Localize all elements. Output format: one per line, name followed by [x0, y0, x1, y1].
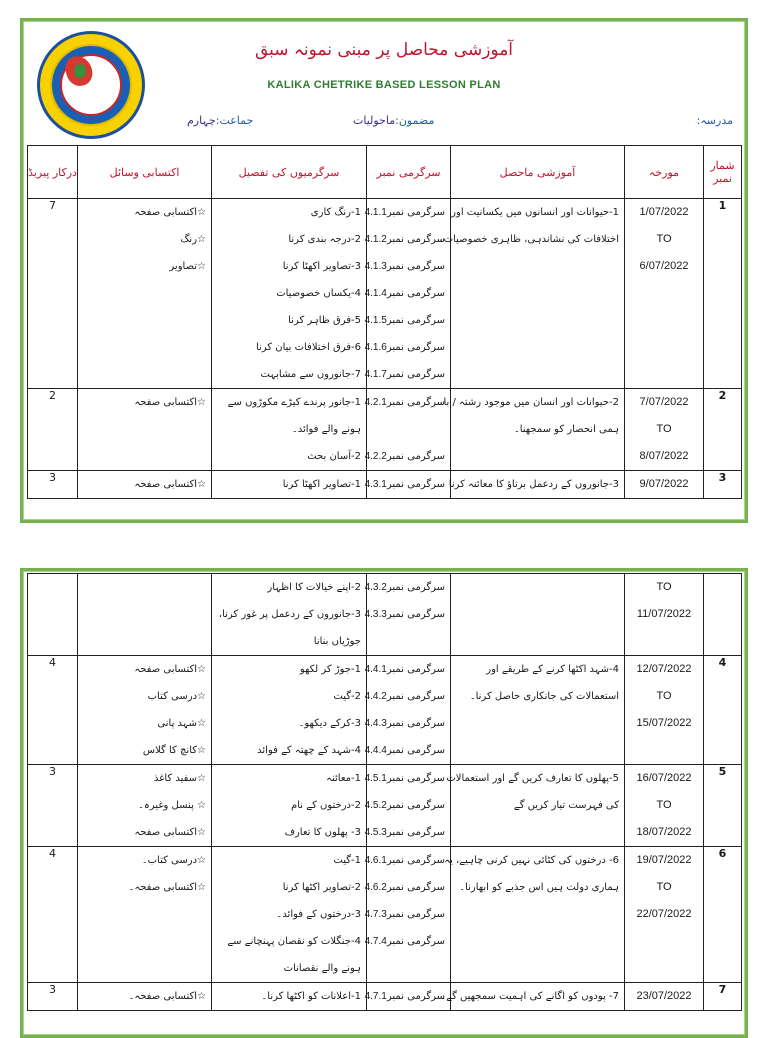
activity-number-item — [364, 683, 450, 710]
activity-detail-item: 4-یکساں خصوصیات — [276, 288, 361, 299]
activity-label: سرگرمی نمبر — [386, 315, 445, 326]
header-learning-outcome: آموزشی ماحصل — [451, 146, 625, 199]
activity-number-cell — [364, 389, 451, 471]
header-periods: درکار پیریڈ — [28, 146, 78, 199]
activity-number-cell — [364, 656, 451, 765]
table-row — [28, 389, 742, 471]
activity-number-item — [364, 307, 450, 334]
date-cell — [625, 656, 704, 765]
activity-code: 4.4.2 — [364, 691, 387, 702]
activity-detail-item: 4-جنگلات کو نقصان پہنچانے سے — [227, 936, 361, 947]
activity-code: 4.1.5 — [364, 315, 387, 326]
activity-detail-item: 1-تصاویر اکھٹا کرنا — [282, 479, 361, 490]
date-line: 22/07/2022 — [636, 908, 692, 920]
activity-number-item — [364, 280, 450, 307]
date-cell — [625, 847, 704, 983]
resource-item: ☆درسی کتاب۔ — [141, 855, 206, 866]
learning-outcome-line: اختلافات کی نشاندہی، ظاہری خصوصیات۔ — [437, 234, 619, 245]
activity-label: سرگرمی نمبر — [386, 582, 445, 593]
learning-outcome-line: 4-شہد اکٹھا کرنے کے طریقے اور — [486, 664, 619, 675]
header-serial-number: شمار نمبر — [704, 146, 742, 199]
header-activity-number: سرگرمی نمبر — [367, 146, 451, 199]
activity-label: سرگرمی نمبر — [386, 288, 445, 299]
activity-number-item — [367, 416, 450, 443]
resource-item: ☆اکتسابی صفحہ — [134, 397, 206, 408]
school-field — [697, 114, 733, 127]
periods-cell: 3 — [28, 983, 78, 1011]
learning-outcome-line: 5-پھلوں کا تعارف کریں گے اور استعمالات — [446, 773, 619, 784]
lesson-plan-page-1 — [20, 18, 748, 523]
activity-code: 4.7.3 — [364, 909, 387, 920]
activity-detail-item: 6-فرق اختلافات بیان کرنا — [255, 342, 361, 353]
date-line: TO — [656, 423, 672, 435]
date-line: TO — [656, 233, 672, 245]
serial-number-cell: 5 — [704, 765, 742, 847]
resource-item: ☆کانچ کا گلاس — [142, 745, 206, 756]
resource-item: ☆درسی کتاب — [147, 691, 206, 702]
activity-label: سرگرمی نمبر — [386, 827, 445, 838]
activity-label: سرگرمی نمبر — [386, 800, 445, 811]
activity-detail-item: 1-اعلانات کو اکٹھا کرنا۔ — [261, 991, 361, 1002]
activity-detail-item: 2-درختوں کے نام — [291, 800, 361, 811]
activity-detail-item: ہونے والے نقصانات — [283, 963, 361, 974]
learning-outcome-cell — [446, 765, 625, 847]
resources-cell — [78, 471, 212, 499]
activity-code: 4.1.4 — [364, 288, 387, 299]
activity-number-item — [364, 901, 450, 928]
activity-detail-item: 1-جانور پرندے کیڑے مکوڑوں سے — [227, 397, 361, 408]
serial-number-cell: 1 — [704, 199, 742, 389]
activity-label: سرگرمی نمبر — [386, 369, 445, 380]
table-row — [28, 983, 742, 1011]
activity-number-item — [364, 928, 450, 955]
activity-detail-item: 3- پھلوں کا تعارف — [284, 827, 361, 838]
learning-outcome-line: استعمالات کی جانکاری حاصل کرنا۔ — [469, 691, 619, 702]
resources-cell — [78, 656, 212, 765]
activity-number-item — [364, 710, 450, 737]
activity-label: سرگرمی نمبر — [386, 909, 445, 920]
learning-outcome-cell — [451, 656, 625, 765]
activity-number-item — [364, 874, 450, 901]
activity-number-item — [364, 253, 450, 280]
date-line: 19/07/2022 — [636, 854, 692, 866]
activity-detail-item: 1-معائنہ — [326, 773, 361, 784]
table-body — [28, 574, 742, 1011]
activity-details-cell — [212, 983, 367, 1011]
learning-outcome-line: 7- پودوں کو اگانے کی اہمیت سمجھیں گے۔ — [440, 991, 619, 1002]
date-line: 8/07/2022 — [639, 450, 689, 462]
activity-label: سرگرمی نمبر — [386, 664, 445, 675]
activity-detail-item: 2-گیت — [333, 691, 361, 702]
activity-label: سرگرمی نمبر — [386, 479, 445, 490]
periods-cell: 3 — [28, 471, 78, 499]
activity-code: 4.6.2 — [364, 882, 387, 893]
date-line: TO — [656, 881, 672, 893]
serial-number-cell: 7 — [704, 983, 742, 1011]
activity-label: سرگرمی نمبر — [386, 261, 445, 272]
date-line: TO — [656, 690, 672, 702]
activity-code: 4.4.3 — [364, 718, 387, 729]
periods-cell — [28, 574, 78, 656]
learning-outcome-line: 1-حیوانات اور انسانوں میں یکسانیت اور — [451, 207, 619, 218]
activity-label: سرگرمی نمبر — [386, 691, 445, 702]
activity-number-cell — [364, 471, 451, 499]
learning-outcome-cell — [444, 847, 625, 983]
periods-cell: 4 — [28, 847, 78, 983]
date-line: TO — [656, 581, 672, 593]
activity-code: 4.5.2 — [364, 800, 387, 811]
learning-outcome-cell — [448, 471, 625, 499]
activity-code: 4.1.6 — [364, 342, 387, 353]
activity-number-item — [364, 574, 450, 601]
resource-item: ☆شہد پانی — [157, 718, 206, 729]
activity-detail-item: 3-جانوروں کے ردعمل پر غور کرنا، — [218, 609, 361, 620]
activity-number-cell — [364, 983, 451, 1011]
activity-label: سرگرمی نمبر — [386, 342, 445, 353]
date-cell — [625, 199, 704, 389]
table-body — [28, 199, 742, 499]
activity-details-cell — [212, 199, 367, 389]
activity-code: 4.2.2 — [364, 451, 387, 462]
learning-outcome-line: 2-حیوانات اور انسان میں موجود رشتہ / با — [443, 397, 619, 408]
periods-cell: 2 — [28, 389, 78, 471]
date-line: 15/07/2022 — [636, 717, 692, 729]
date-line: 7/07/2022 — [639, 396, 689, 408]
activity-code: 4.3.1 — [364, 479, 387, 490]
activity-details-cell — [212, 471, 367, 499]
table-row — [28, 765, 742, 847]
date-line: 1/07/2022 — [639, 206, 689, 218]
activity-details-cell — [212, 389, 367, 471]
activity-code: 4.2.1 — [364, 397, 387, 408]
learning-outcome-line: 3-جانوروں کے ردعمل برتاؤ کا معائنہ کرنا — [448, 479, 619, 490]
activity-number-item — [364, 199, 450, 226]
header-activity-details: سرگرمیوں کی تفصیل — [212, 146, 367, 199]
activity-label: سرگرمی نمبر — [386, 609, 445, 620]
subject-label: مضمون: — [395, 114, 435, 127]
learning-outcome-line: ہمی انحصار کو سمجھنا۔ — [513, 424, 619, 435]
date-cell — [625, 471, 704, 499]
serial-number-cell: 6 — [704, 847, 742, 983]
page-title-english: KALIKA CHETRIKE BASED LESSON PLAN — [267, 79, 501, 91]
date-line: 11/07/2022 — [636, 608, 692, 620]
date-line: 16/07/2022 — [636, 772, 692, 784]
activity-code: 4.4.4 — [364, 745, 387, 756]
activity-label: سرگرمی نمبر — [386, 991, 445, 1002]
resource-item: ☆ پنسل وغیرہ۔ — [138, 800, 206, 811]
activity-code: 4.3.2 — [364, 582, 387, 593]
subject-field — [353, 114, 434, 127]
activity-label: سرگرمی نمبر — [386, 936, 445, 947]
date-cell — [625, 389, 704, 471]
subject-value: ماحولیات — [353, 114, 396, 127]
resources-cell — [78, 389, 212, 471]
serial-number-cell — [704, 574, 742, 656]
activity-label: سرگرمی نمبر — [386, 451, 445, 462]
lesson-plan-table — [27, 145, 742, 499]
date-cell — [625, 983, 704, 1011]
resource-item: ☆اکتسابی صفحہ — [134, 827, 206, 838]
learning-outcome-cell — [443, 389, 625, 471]
resource-item: ☆اکتسابی صفحہ — [134, 479, 206, 490]
activity-code: 4.5.1 — [364, 773, 387, 784]
activity-detail-item: جوڑیاں بنانا — [313, 636, 361, 647]
activity-label: سرگرمی نمبر — [386, 207, 445, 218]
table-row — [28, 574, 742, 656]
activity-detail-item: 3-کرکے دیکھو۔ — [298, 718, 361, 729]
date-line: 18/07/2022 — [636, 826, 692, 838]
date-line: 23/07/2022 — [636, 990, 692, 1002]
activity-code: 4.7.1 — [364, 991, 387, 1002]
activity-number-cell — [364, 765, 451, 847]
date-line: 12/07/2022 — [636, 663, 692, 675]
activity-label: سرگرمی نمبر — [386, 855, 445, 866]
activity-label: سرگرمی نمبر — [386, 882, 445, 893]
learning-outcome-line: 6- درختوں کی کٹائی نہیں کرنی چاہیے، یہ — [444, 855, 619, 866]
activity-code: 4.5.3 — [364, 827, 387, 838]
header-date: مورخہ — [625, 146, 704, 199]
activity-detail-item: 2-تصاویر اکٹھا کرنا — [282, 882, 361, 893]
activity-detail-item: 1-گیت — [333, 855, 361, 866]
table-row — [28, 847, 742, 983]
periods-cell: 3 — [28, 765, 78, 847]
school-label: مدرسہ: — [696, 114, 733, 127]
date-cell — [625, 574, 704, 656]
activity-number-item — [364, 601, 450, 628]
activity-label: سرگرمی نمبر — [386, 718, 445, 729]
activity-code: 4.3.3 — [364, 609, 387, 620]
resources-cell — [78, 847, 212, 983]
class-field — [187, 114, 253, 127]
activity-code: 4.1.1 — [364, 207, 387, 218]
activity-detail-item: 2-آسان بحث — [307, 451, 361, 462]
activity-detail-item: 5-فرق ظاہر کرنا — [288, 315, 361, 326]
activity-detail-item: 2-اپنے خیالات کا اظہار — [267, 582, 361, 593]
periods-cell: 7 — [28, 199, 78, 389]
table-row — [28, 199, 742, 389]
resource-item: ☆اکتسابی صفحہ۔ — [128, 882, 206, 893]
date-cell — [625, 765, 704, 847]
learning-outcome-cell — [440, 983, 625, 1011]
activity-detail-item: 2-درجہ بندی کرنا — [288, 234, 361, 245]
serial-number-cell: 3 — [704, 471, 742, 499]
activity-label: سرگرمی نمبر — [386, 745, 445, 756]
resource-item: ☆اکتسابی صفحہ — [134, 664, 206, 675]
activity-number-cell — [364, 847, 451, 983]
activity-label: سرگرمی نمبر — [386, 397, 445, 408]
activity-label: سرگرمی نمبر — [386, 234, 445, 245]
activity-detail-item: 1-رنگ کاری — [310, 207, 361, 218]
activity-detail-item: 3-تصاویر اکھٹا کرنا — [282, 261, 361, 272]
activity-detail-item: 3-درختوں کے فوائد۔ — [276, 909, 361, 920]
activity-number-item — [364, 847, 450, 874]
activity-details-cell — [212, 765, 367, 847]
header-resources: اکتسابی وسائل — [78, 146, 212, 199]
activity-detail-item: 4-شہد کے چھتہ کے فوائد — [257, 745, 361, 756]
activity-details-cell — [212, 574, 367, 656]
activity-number-item — [364, 819, 450, 846]
activity-number-item — [364, 792, 450, 819]
learning-outcome-cell — [451, 574, 625, 656]
resource-item: ☆اکتسابی صفحہ — [134, 207, 206, 218]
learning-outcome-line: کی فہرست تیار کریں گے — [513, 800, 619, 811]
activity-code: 4.7.4 — [364, 936, 387, 947]
page-title-urdu: آموزشی محاصل پر مبنی نمونہ سبق — [254, 40, 514, 60]
resource-item: ☆رنگ — [180, 234, 206, 245]
activity-details-cell — [212, 656, 367, 765]
activity-label: سرگرمی نمبر — [386, 773, 445, 784]
activity-number-cell — [364, 574, 451, 656]
resources-cell — [78, 983, 212, 1011]
activity-details-cell — [212, 847, 367, 983]
lesson-plan-table-continued — [27, 573, 742, 1011]
learning-outcome-cell — [437, 199, 625, 389]
resources-cell — [78, 574, 212, 656]
resource-item: ☆اکتسابی صفحہ۔ — [128, 991, 206, 1002]
activity-code: 4.4.1 — [364, 664, 387, 675]
activity-code: 4.6.1 — [364, 855, 387, 866]
resource-item: ☆تصاویر — [169, 261, 206, 272]
activity-detail-item: 1-جوڑ کر لکھو — [299, 664, 361, 675]
table-row — [28, 656, 742, 765]
activity-number-item — [364, 983, 450, 1010]
resource-item: ☆سفید کاغذ — [153, 773, 206, 784]
resources-cell — [78, 765, 212, 847]
activity-number-item — [364, 656, 450, 683]
activity-number-item — [364, 361, 450, 388]
serial-number-cell: 2 — [704, 389, 742, 471]
learning-outcome-line: ہماری دولت ہیں اس جذبے کو ابھارنا۔ — [459, 882, 619, 893]
periods-cell: 4 — [28, 656, 78, 765]
activity-number-item — [364, 737, 450, 764]
activity-code: 4.1.7 — [364, 369, 387, 380]
resources-cell — [78, 199, 212, 389]
lesson-plan-page-2 — [20, 568, 748, 1038]
activity-number-item — [364, 334, 450, 361]
activity-detail-item: 7-جانوروں سے مشابہت — [260, 369, 361, 380]
activity-number-item — [364, 443, 450, 470]
table-row — [28, 471, 742, 499]
activity-code: 4.1.3 — [364, 261, 387, 272]
date-line: TO — [656, 799, 672, 811]
class-label: جماعت: — [215, 114, 254, 127]
activity-number-item — [364, 389, 450, 416]
date-line: 6/07/2022 — [639, 260, 689, 272]
class-value: چہارم — [187, 114, 216, 127]
activity-number-item — [364, 765, 450, 792]
activity-detail-item: ہونے والے فوائد۔ — [291, 424, 361, 435]
date-line: 9/07/2022 — [639, 478, 689, 490]
activity-code: 4.1.2 — [364, 234, 387, 245]
serial-number-cell: 4 — [704, 656, 742, 765]
activity-number-item — [364, 471, 450, 498]
